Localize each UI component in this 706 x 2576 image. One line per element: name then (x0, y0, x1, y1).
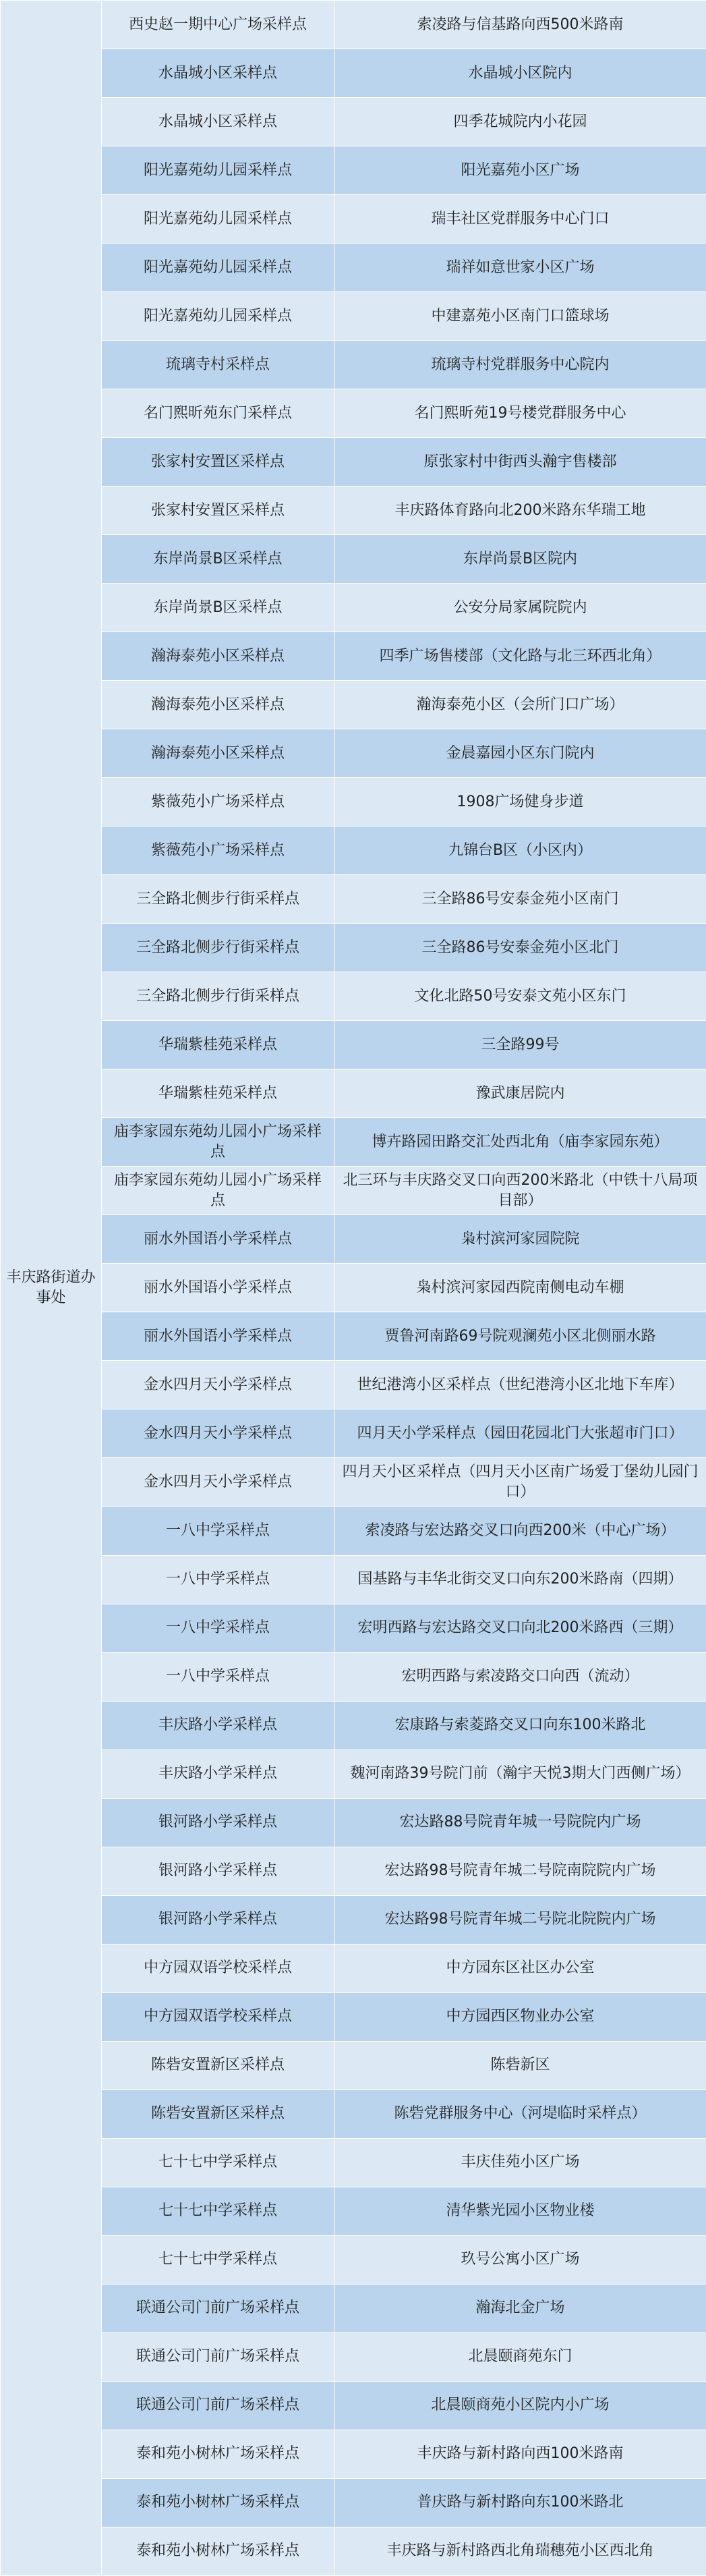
table-row (1, 49, 706, 98)
table-row (1, 827, 706, 875)
table-row (1, 2138, 706, 2187)
table-row (1, 681, 706, 729)
table-row (1, 389, 706, 438)
address-cell: 三全路86号安泰金苑小区北门 (334, 924, 706, 972)
table-row (1, 195, 706, 244)
table-row (1, 1118, 706, 1167)
table-row (1, 2430, 706, 2478)
site-name-cell: 张家村安置区采样点 (102, 486, 334, 535)
address-cell: 原张家村中街西头瀚宇售楼部 (334, 438, 706, 486)
site-name-cell: 阳光嘉苑幼儿园采样点 (102, 195, 334, 244)
address-cell: 陈砦新区 (334, 2041, 706, 2090)
address-cell: 枭村滨河家园院院 (334, 1215, 706, 1264)
table-row (1, 1, 706, 49)
site-name-cell: 金水四月天小学采样点 (102, 1409, 334, 1458)
address-cell: 宏明西路与索凌路交口向西（流动） (334, 1652, 706, 1701)
address-cell: 宏达路98号院青年城二号院北院院内广场 (334, 1895, 706, 1944)
address-cell: 清华紫光园小区物业楼 (334, 2187, 706, 2235)
site-name-cell: 七十七中学采样点 (102, 2235, 334, 2284)
table-row (1, 1409, 706, 1458)
table-row (1, 2527, 706, 2575)
site-name-cell: 三全路北侧步行街采样点 (102, 875, 334, 924)
site-name-cell: 七十七中学采样点 (102, 2138, 334, 2187)
table-row (1, 1458, 706, 1507)
site-name-cell: 阳光嘉苑幼儿园采样点 (102, 292, 334, 341)
table-row (1, 1847, 706, 1895)
table-row (1, 2332, 706, 2381)
address-cell: 宏达路98号院青年城二号院南院院内广场 (334, 1847, 706, 1895)
address-cell: 索凌路与信基路向西500米路南 (334, 1, 706, 49)
address-cell: 金晨嘉园小区东门院内 (334, 729, 706, 778)
table-row (1, 584, 706, 632)
address-cell: 文化北路50号安泰文苑小区东门 (334, 972, 706, 1021)
table-row (1, 2284, 706, 2332)
address-cell: 四月天小学采样点（园田花园北门大张超市门口） (334, 1409, 706, 1458)
table-row (1, 1652, 706, 1701)
site-name-cell: 丽水外国语小学采样点 (102, 1215, 334, 1264)
address-cell: 丰庆路与新村路西北角瑞穗苑小区西北角 (334, 2527, 706, 2575)
table-row (1, 146, 706, 195)
address-cell: 陈砦党群服务中心（河堤临时采样点） (334, 2090, 706, 2138)
site-name-cell: 瀚海泰苑小区采样点 (102, 729, 334, 778)
table-row (1, 972, 706, 1021)
site-name-cell: 七十七中学采样点 (102, 2187, 334, 2235)
table-row (1, 244, 706, 292)
site-name-cell: 阳光嘉苑幼儿园采样点 (102, 146, 334, 195)
site-name-cell: 东岸尚景B区采样点 (102, 535, 334, 584)
table-row (1, 341, 706, 389)
address-cell: 1908广场健身步道 (334, 778, 706, 827)
site-name-cell: 银河路小学采样点 (102, 1847, 334, 1895)
site-name-cell: 陈砦安置新区采样点 (102, 2041, 334, 2090)
site-name-cell: 紫薇苑小广场采样点 (102, 778, 334, 827)
table-row (1, 2235, 706, 2284)
address-cell: 四月天小区采样点（四月天小区南广场爱丁堡幼儿园门口） (334, 1458, 706, 1507)
address-cell: 中建嘉苑小区南门口篮球场 (334, 292, 706, 341)
address-cell: 瑞丰社区党群服务中心门口 (334, 195, 706, 244)
address-cell: 九锦台B区（小区内） (334, 827, 706, 875)
address-cell: 宏明西路与宏达路交叉口向北200米路西（三期） (334, 1604, 706, 1652)
site-name-cell: 一八中学采样点 (102, 1555, 334, 1604)
table-row (1, 1069, 706, 1118)
site-name-cell: 丰庆路小学采样点 (102, 1701, 334, 1749)
site-name-cell: 琉璃寺村采样点 (102, 341, 334, 389)
table-row (1, 2041, 706, 2090)
address-cell: 丰庆佳苑小区广场 (334, 2138, 706, 2187)
address-cell: 丰庆路体育路向北200米路东华瑞工地 (334, 486, 706, 535)
site-name-cell: 丽水外国语小学采样点 (102, 1312, 334, 1361)
address-cell: 阳光嘉苑小区广场 (334, 146, 706, 195)
address-cell: 枭村滨河家园西院南侧电动车棚 (334, 1264, 706, 1312)
address-cell: 北晨颐商苑东门 (334, 2332, 706, 2381)
site-name-cell: 华瑞紫桂苑采样点 (102, 1069, 334, 1118)
address-cell: 瀚海泰苑小区（会所门口广场） (334, 681, 706, 729)
site-name-cell: 西史赵一期中心广场采样点 (102, 1, 334, 49)
table-row (1, 2187, 706, 2235)
site-name-cell: 名门熙昕苑东门采样点 (102, 389, 334, 438)
site-name-cell: 三全路北侧步行街采样点 (102, 972, 334, 1021)
site-name-cell: 瀚海泰苑小区采样点 (102, 632, 334, 681)
site-name-cell: 金水四月天小学采样点 (102, 1361, 334, 1409)
table-row (1, 1167, 706, 1215)
site-name-cell: 三全路北侧步行街采样点 (102, 924, 334, 972)
site-name-cell: 阳光嘉苑幼儿园采样点 (102, 244, 334, 292)
table-row (1, 486, 706, 535)
address-cell: 普庆路与新村路向东100米路北 (334, 2478, 706, 2527)
site-name-cell: 泰和苑小树林广场采样点 (102, 2430, 334, 2478)
table-row (1, 1944, 706, 1992)
address-cell: 公安分局家属院院内 (334, 584, 706, 632)
table-row (1, 1895, 706, 1944)
address-cell: 水晶城小区院内 (334, 49, 706, 98)
site-name-cell: 庙李家园东苑幼儿园小广场采样点 (102, 1167, 334, 1215)
table-row (1, 1507, 706, 1555)
address-cell: 玖号公寓小区广场 (334, 2235, 706, 2284)
address-cell: 四季广场售楼部（文化路与北三环西北角） (334, 632, 706, 681)
table-row (1, 1604, 706, 1652)
address-cell: 贾鲁河南路69号院观澜苑小区北侧丽水路 (334, 1312, 706, 1361)
site-name-cell: 泰和苑小树林广场采样点 (102, 2478, 334, 2527)
site-name-cell: 东岸尚景B区采样点 (102, 584, 334, 632)
site-name-cell: 华瑞紫桂苑采样点 (102, 1021, 334, 1069)
address-cell: 魏河南路39号院门前（瀚宇天悦3期大门西侧广场） (334, 1749, 706, 1798)
site-name-cell: 联通公司门前广场采样点 (102, 2381, 334, 2430)
address-cell: 名门熙昕苑19号楼党群服务中心 (334, 389, 706, 438)
table-row (1, 924, 706, 972)
address-cell: 索凌路与宏达路交叉口向西200米（中心广场） (334, 1507, 706, 1555)
address-cell: 琉璃寺村党群服务中心院内 (334, 341, 706, 389)
table-row (1, 729, 706, 778)
address-cell: 瀚海北金广场 (334, 2284, 706, 2332)
address-cell: 博卉路园田路交汇处西北角（庙李家园东苑） (334, 1118, 706, 1167)
table-row (1, 632, 706, 681)
site-name-cell: 庙李家园东苑幼儿园小广场采样点 (102, 1118, 334, 1167)
address-cell: 三全路86号安泰金苑小区南门 (334, 875, 706, 924)
address-cell: 北晨颐商苑小区院内小广场 (334, 2381, 706, 2430)
address-cell: 中方园西区物业办公室 (334, 1992, 706, 2041)
site-name-cell: 银河路小学采样点 (102, 1798, 334, 1847)
address-cell: 豫武康居院内 (334, 1069, 706, 1118)
table-row (1, 1361, 706, 1409)
district-cell: 丰庆路街道办事处 (1, 1, 102, 2576)
site-name-cell: 紫薇苑小广场采样点 (102, 827, 334, 875)
table-row (1, 98, 706, 146)
address-cell: 瑞祥如意世家小区广场 (334, 244, 706, 292)
site-name-cell: 丽水外国语小学采样点 (102, 1264, 334, 1312)
table-row (1, 1701, 706, 1749)
site-name-cell: 一八中学采样点 (102, 1507, 334, 1555)
site-name-cell: 一八中学采样点 (102, 1604, 334, 1652)
address-cell: 四季花城院内小花园 (334, 98, 706, 146)
table-row (1, 1555, 706, 1604)
site-name-cell: 水晶城小区采样点 (102, 49, 334, 98)
table-row (1, 1264, 706, 1312)
table-row (1, 1215, 706, 1264)
address-cell: 世纪港湾小区采样点（世纪港湾小区北地下车库） (334, 1361, 706, 1409)
table-row (1, 875, 706, 924)
table-row (1, 1798, 706, 1847)
site-name-cell: 瀚海泰苑小区采样点 (102, 681, 334, 729)
table-row (1, 438, 706, 486)
site-name-cell: 水晶城小区采样点 (102, 98, 334, 146)
address-cell: 中方园东区社区办公室 (334, 1944, 706, 1992)
site-name-cell: 联通公司门前广场采样点 (102, 2332, 334, 2381)
site-name-cell: 联通公司门前广场采样点 (102, 2284, 334, 2332)
site-name-cell: 中方园双语学校采样点 (102, 1992, 334, 2041)
table-row (1, 1021, 706, 1069)
address-cell: 三全路99号 (334, 1021, 706, 1069)
site-name-cell: 丰庆路小学采样点 (102, 1749, 334, 1798)
address-cell: 宏康路与索菱路交叉口向东100米路北 (334, 1701, 706, 1749)
site-name-cell: 银河路小学采样点 (102, 1895, 334, 1944)
address-cell: 国基路与丰华北街交叉口向东200米路南（四期） (334, 1555, 706, 1604)
table-row (1, 535, 706, 584)
table-row (1, 1992, 706, 2041)
site-name-cell: 泰和苑小树林广场采样点 (102, 2527, 334, 2575)
site-name-cell: 张家村安置区采样点 (102, 438, 334, 486)
site-name-cell: 中方园双语学校采样点 (102, 1944, 334, 1992)
table-row (1, 2478, 706, 2527)
site-name-cell: 金水四月天小学采样点 (102, 1458, 334, 1507)
table-row (1, 778, 706, 827)
address-cell: 东岸尚景B区院内 (334, 535, 706, 584)
table-row (1, 1312, 706, 1361)
address-cell: 宏达路88号院青年城一号院院内广场 (334, 1798, 706, 1847)
address-cell: 北三环与丰庆路交叉口向西200米路北（中铁十八局项目部） (334, 1167, 706, 1215)
address-cell: 丰庆路与新村路向西100米路南 (334, 2430, 706, 2478)
table-row (1, 1749, 706, 1798)
site-name-cell: 一八中学采样点 (102, 1652, 334, 1701)
table-body (1, 1, 706, 2576)
table-row (1, 2381, 706, 2430)
table-row (1, 292, 706, 341)
site-name-cell: 陈砦安置新区采样点 (102, 2090, 334, 2138)
table-row (1, 2090, 706, 2138)
